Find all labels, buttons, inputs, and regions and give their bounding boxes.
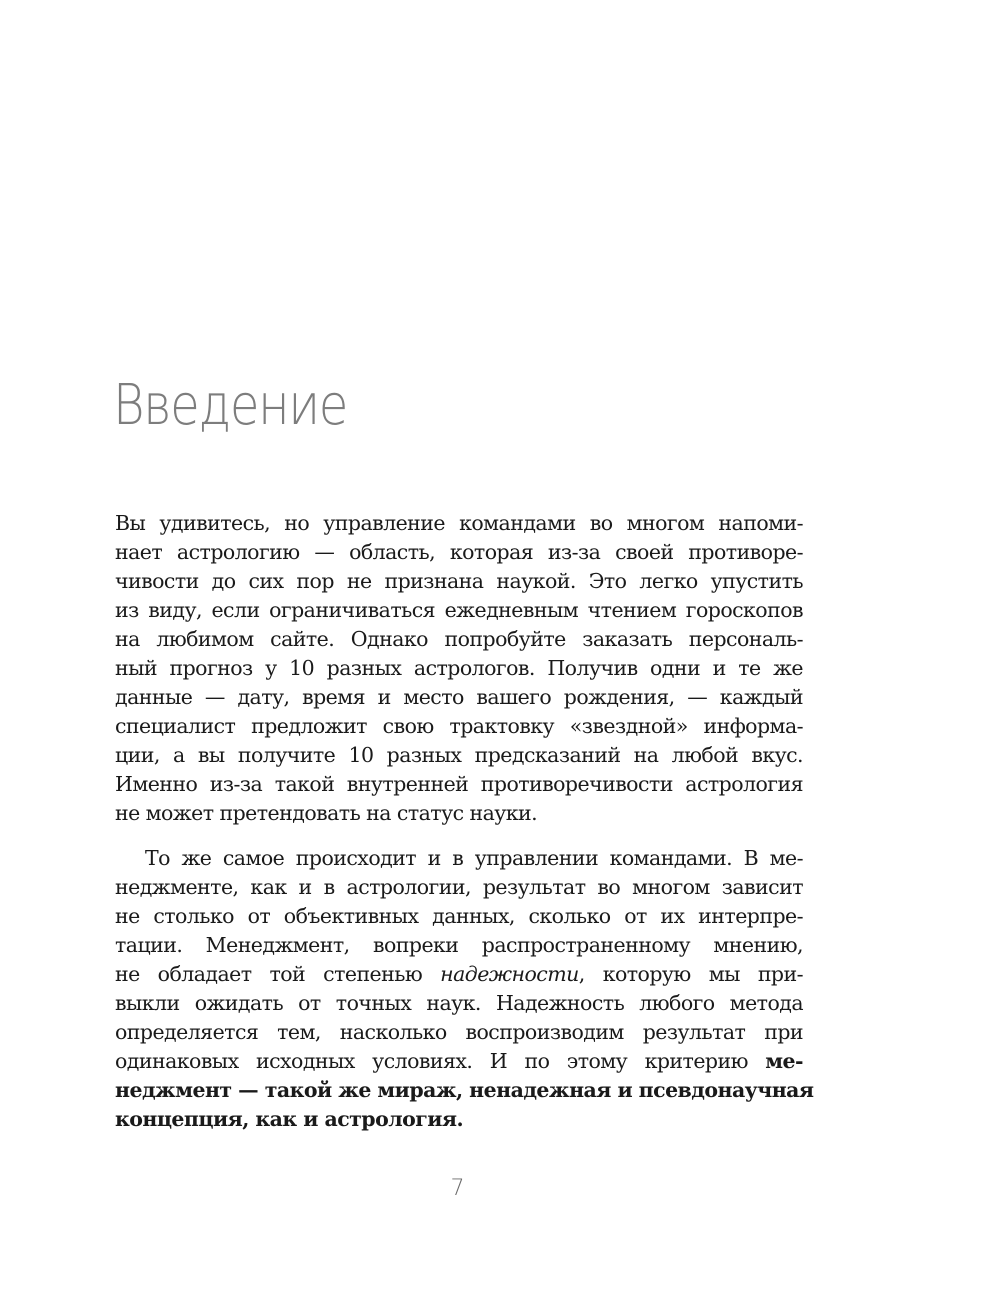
text-run: не обладает той степенью xyxy=(115,962,441,986)
paragraph-2-line xyxy=(115,1105,803,1134)
paragraph-2 xyxy=(115,844,814,1134)
paragraph-1-line: чивости до сих пор не признана наукой. Это легко упустить xyxy=(115,569,803,593)
paragraph-1 xyxy=(115,509,803,828)
paragraph-2-line xyxy=(115,1047,803,1076)
paragraph-2-line: не столько от объективных данных, сколько от их интерпре- xyxy=(115,904,803,928)
paragraph-1-line: Именно из-за такой внутренней противоречивости астрология xyxy=(115,772,803,796)
paragraph-1-line: специалист предложит свою трактовку «звездной» информа- xyxy=(115,714,803,738)
text-run: одинаковых исходных условиях. И по этому критерию xyxy=(115,1049,766,1073)
paragraph-1-line: данные — дату, время и место вашего рождения, — каждый xyxy=(115,685,803,709)
paragraph-1-line: из виду, если ограничиваться ежедневным чтением гороскопов xyxy=(115,598,803,622)
paragraph-1-line: Вы удивитесь, но управление командами во многом напоми- xyxy=(115,511,803,535)
bold-statement: ме- xyxy=(765,1049,803,1073)
paragraph-1-line: нает астрологию — область, которая из-за своей противоре- xyxy=(115,540,803,564)
paragraph-1-line: не может претендовать на статус науки. xyxy=(115,801,538,825)
bold-statement: концепция, как и астрология. xyxy=(115,1107,464,1131)
page-number: 7 xyxy=(450,1176,465,1201)
text-run: , которую мы при- xyxy=(578,962,803,986)
emphasis-reliability: надежности xyxy=(440,962,579,986)
chapter-title: Введение xyxy=(113,373,348,438)
paragraph-2-line: определяется тем, насколько воспроизводим результат при xyxy=(115,1020,803,1044)
paragraph-2-line: неджменте, как и в астрологии, результат во многом зависит xyxy=(115,875,803,899)
paragraph-2-line xyxy=(115,960,803,989)
paragraph-1-line: ный прогноз у 10 разных астрологов. Получив одни и те же xyxy=(115,656,803,680)
paragraph-1-line: на любимом сайте. Однако попробуйте заказать персональ- xyxy=(115,627,803,651)
paragraph-2-line xyxy=(115,1076,814,1105)
paragraph-2-line: тации. Менеджмент, вопреки распространенному мнению, xyxy=(115,933,803,957)
paragraph-2-line: выкли ожидать от точных наук. Надежность любого метода xyxy=(115,991,803,1015)
bold-statement: неджмент — такой же мираж, ненадежная и псевдонаучная xyxy=(115,1078,814,1102)
paragraph-1-line: ции, а вы получите 10 разных предсказаний на любой вкус. xyxy=(115,743,803,767)
paragraph-2-line: То же самое происходит и в управлении командами. В ме- xyxy=(145,846,803,870)
